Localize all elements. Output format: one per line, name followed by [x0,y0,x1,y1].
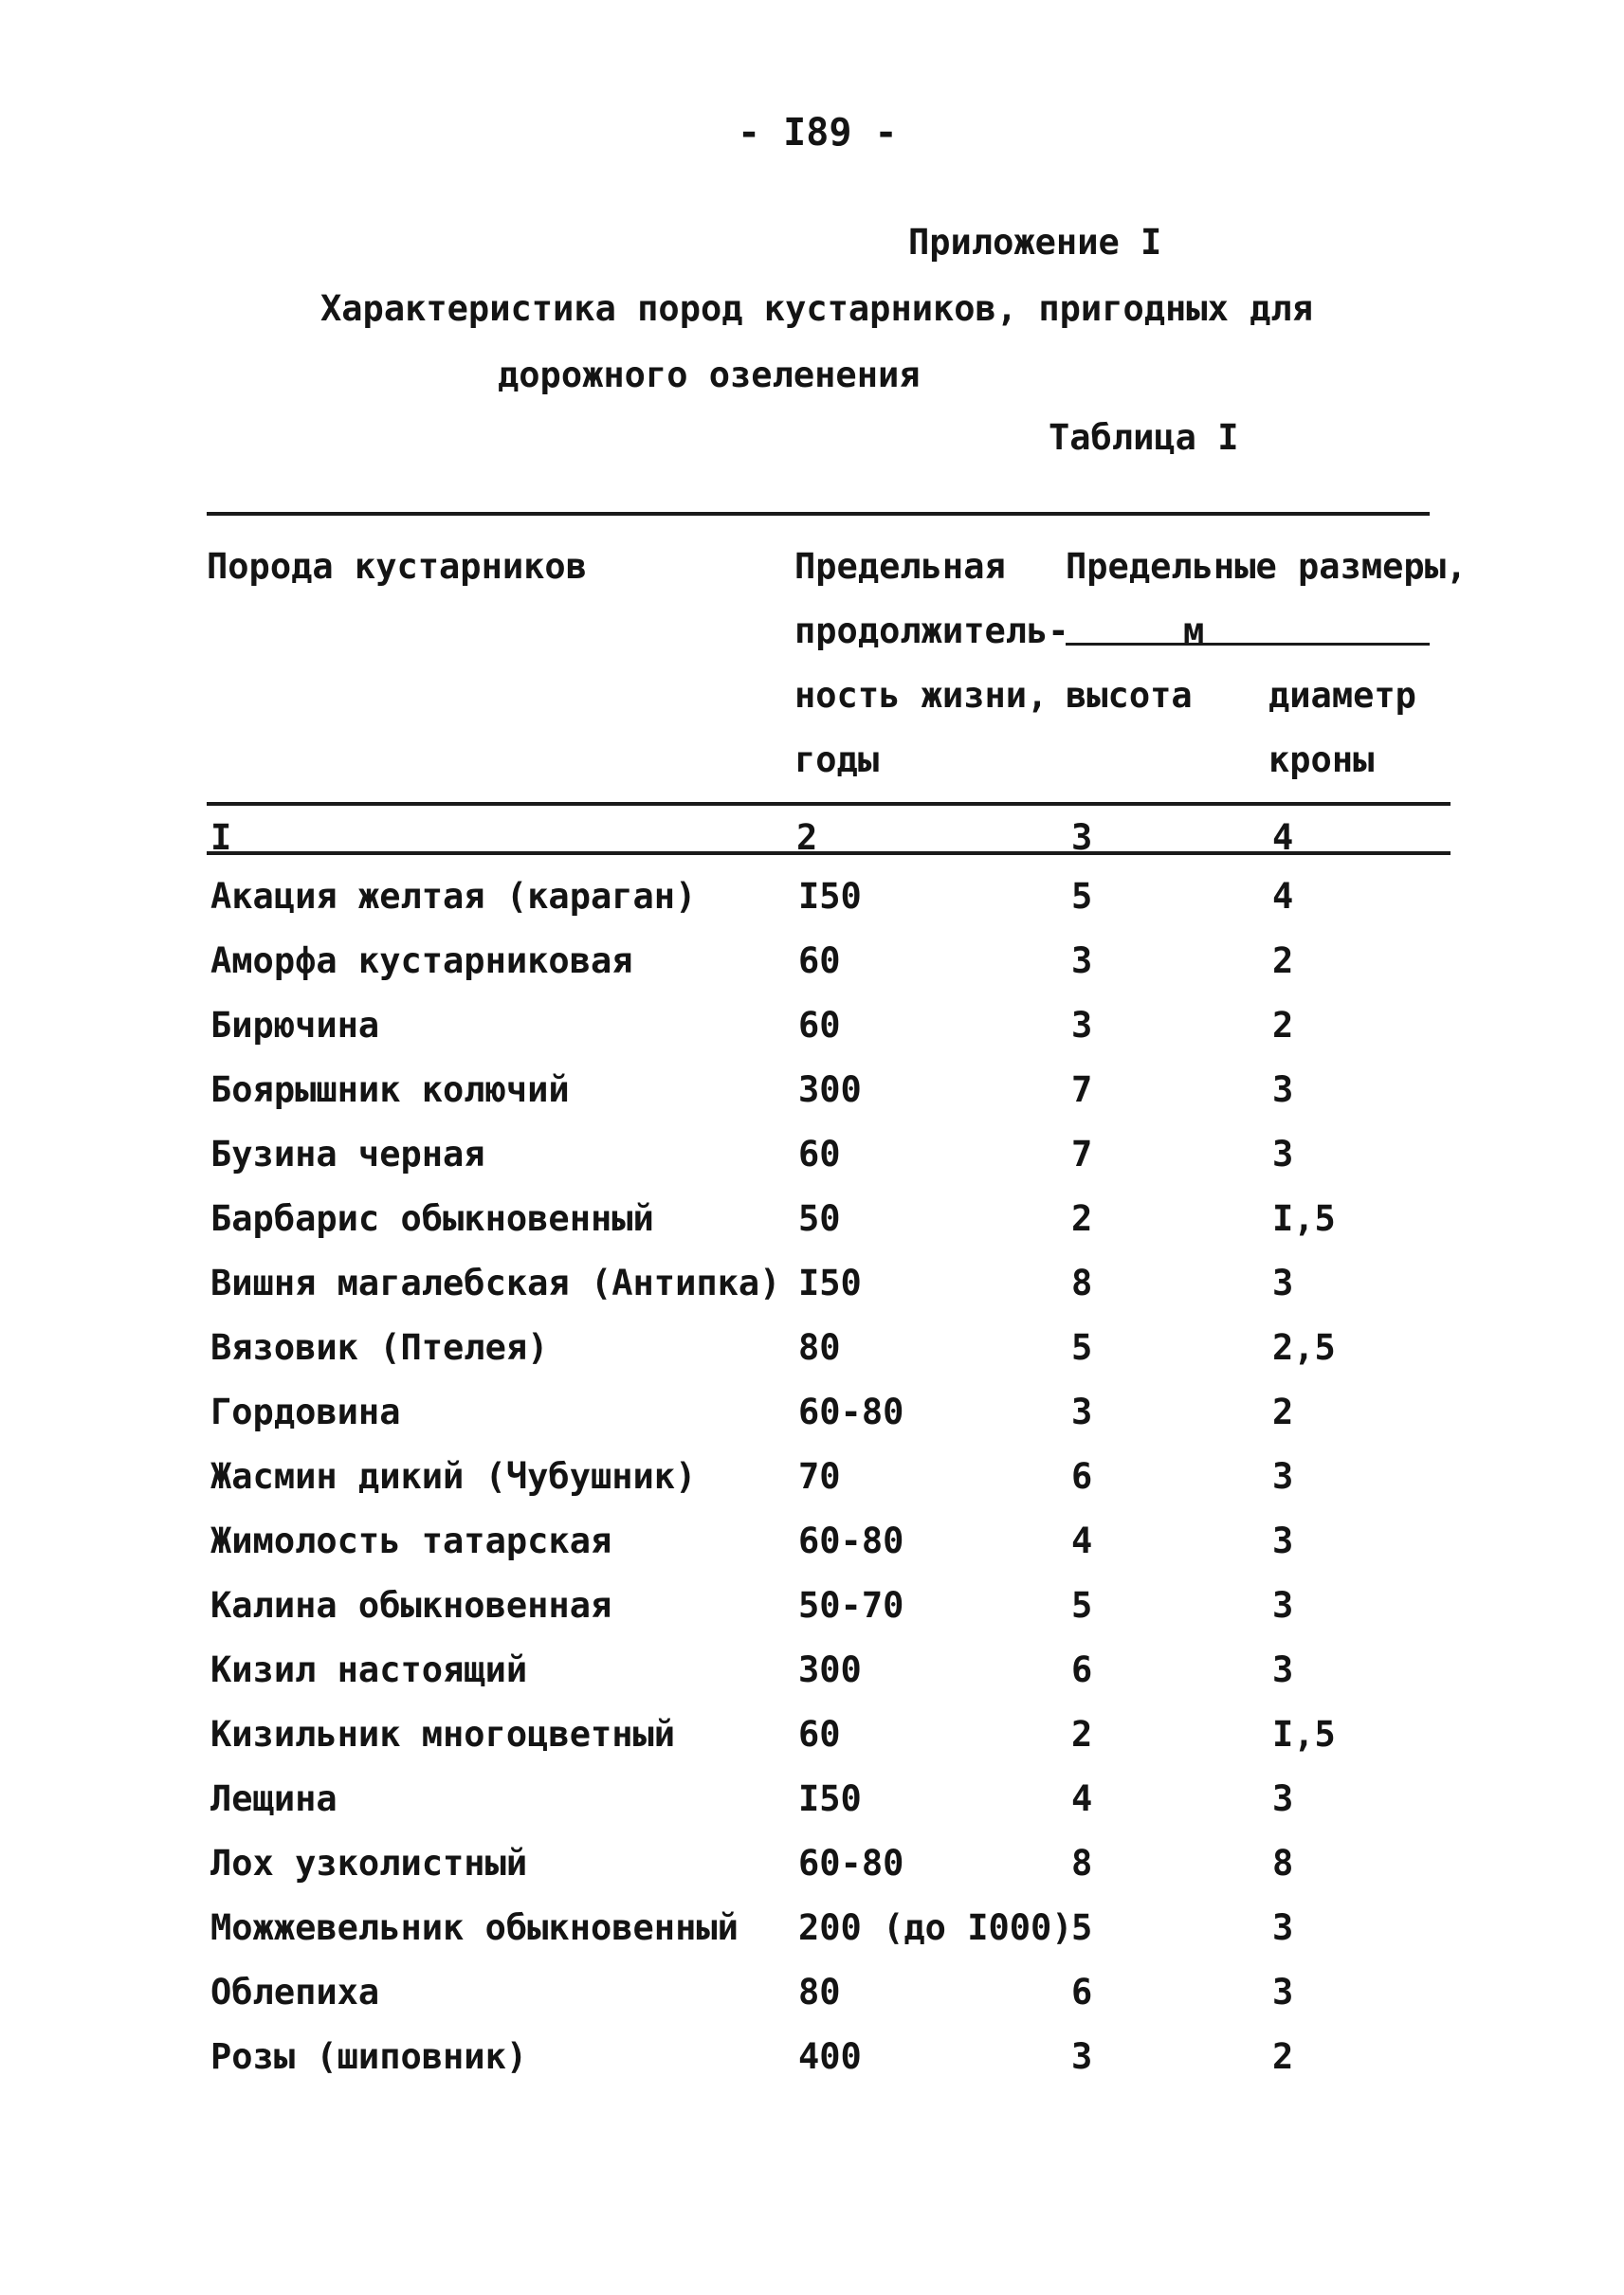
cell-species: Облепиха [210,1972,380,2013]
cell-height: 5 [1071,1907,1093,1948]
cell-lifespan: 50-70 [798,1585,904,1626]
cell-species: Вишня магалебская (Антипка) [210,1263,781,1303]
cell-height: 8 [1071,1843,1093,1884]
document-title-line-1: Характеристика пород кустарников, пригодных для [320,288,1313,329]
cell-height: 8 [1071,1263,1093,1303]
cell-crown-diameter: 2 [1272,1005,1294,1046]
cell-species: Калина обыкновенная [210,1585,612,1626]
cell-height: 5 [1071,1585,1093,1626]
cell-height: 2 [1071,1198,1093,1239]
cell-lifespan: 50 [798,1198,841,1239]
cell-crown-diameter: 2 [1272,2036,1294,2077]
cell-crown-diameter: I,5 [1272,1198,1336,1239]
cell-species: Лох узколистный [210,1843,528,1884]
header-crown-diameter-line-1: диаметр [1268,675,1416,716]
cell-crown-diameter: 3 [1272,1134,1294,1175]
header-lifespan-line-3: ность жизни, [794,675,1049,716]
cell-crown-diameter: 8 [1272,1843,1294,1884]
cell-lifespan: 60 [798,1134,841,1175]
table-top-rule [207,512,1430,516]
appendix-label: Приложение I [908,222,1162,263]
cell-height: 5 [1071,876,1093,917]
header-bottom-rule [207,802,1451,806]
cell-crown-diameter: I,5 [1272,1714,1336,1755]
cell-crown-diameter: 2,5 [1272,1327,1336,1368]
column-number-2: 2 [796,817,818,858]
cell-species: Барбарис обыкновенный [210,1198,654,1239]
cell-species: Акация желтая (караган) [210,876,697,917]
header-lifespan-line-2: продолжитель- [794,610,1069,651]
cell-height: 3 [1071,1392,1093,1432]
cell-height: 2 [1071,1714,1093,1755]
cell-height: 6 [1071,1649,1093,1690]
cell-lifespan: I50 [798,1263,862,1303]
cell-species: Боярышник колючий [210,1069,570,1110]
header-crown-diameter-line-2: кроны [1268,739,1375,780]
cell-lifespan: 60-80 [798,1521,904,1561]
document-title-line-2: дорожного озеленения [498,355,921,395]
cell-species: Жасмин дикий (Чубушник) [210,1456,697,1497]
cell-species: Можжевельник обыкновенный [210,1907,739,1948]
column-number-1: I [210,817,232,858]
header-size-group: Предельные размеры, [1066,546,1468,587]
cell-lifespan: 60-80 [798,1843,904,1884]
cell-species: Гордовина [210,1392,401,1432]
cell-species: Розы (шиповник) [210,2036,528,2077]
column-number-3: 3 [1071,817,1093,858]
cell-height: 6 [1071,1972,1093,2013]
cell-species: Кизил настоящий [210,1649,528,1690]
cell-lifespan: 60-80 [798,1392,904,1432]
cell-lifespan: 400 [798,2036,862,2077]
cell-height: 3 [1071,940,1093,981]
cell-crown-diameter: 3 [1272,1907,1294,1948]
cell-height: 4 [1071,1778,1093,1819]
cell-height: 3 [1071,1005,1093,1046]
cell-lifespan: 300 [798,1069,862,1110]
cell-crown-diameter: 3 [1272,1069,1294,1110]
cell-species: Бузина черная [210,1134,485,1175]
cell-lifespan: 300 [798,1649,862,1690]
header-lifespan-line-4: годы [794,739,880,780]
cell-height: 4 [1071,1521,1093,1561]
table-label: Таблица I [1049,417,1239,458]
cell-lifespan: 60 [798,1714,841,1755]
cell-crown-diameter: 4 [1272,876,1294,917]
cell-height: 7 [1071,1069,1093,1110]
cell-crown-diameter: 3 [1272,1649,1294,1690]
cell-crown-diameter: 3 [1272,1456,1294,1497]
header-lifespan-line-1: Предельная [794,546,1006,587]
cell-lifespan: 60 [798,940,841,981]
header-size-group-rule [1066,643,1430,646]
column-numbers-rule [207,851,1451,855]
header-size-unit: м [1183,610,1205,651]
cell-species: Бирючина [210,1005,380,1046]
cell-species: Кизильник многоцветный [210,1714,676,1755]
cell-lifespan: 60 [798,1005,841,1046]
cell-crown-diameter: 3 [1272,1585,1294,1626]
cell-lifespan: I50 [798,876,862,917]
cell-crown-diameter: 3 [1272,1521,1294,1561]
cell-lifespan: 200 (до I000) [798,1907,1073,1948]
cell-crown-diameter: 3 [1272,1972,1294,2013]
cell-height: 6 [1071,1456,1093,1497]
cell-lifespan: 80 [798,1327,841,1368]
cell-species: Жимолость татарская [210,1521,612,1561]
cell-species: Вязовик (Птелея) [210,1327,549,1368]
cell-height: 7 [1071,1134,1093,1175]
page-number: - I89 - [738,111,898,155]
cell-crown-diameter: 3 [1272,1778,1294,1819]
cell-crown-diameter: 3 [1272,1263,1294,1303]
cell-height: 5 [1071,1327,1093,1368]
cell-lifespan: I50 [798,1778,862,1819]
cell-lifespan: 80 [798,1972,841,2013]
cell-lifespan: 70 [798,1456,841,1497]
cell-crown-diameter: 2 [1272,1392,1294,1432]
cell-height: 3 [1071,2036,1093,2077]
column-number-4: 4 [1272,817,1294,858]
header-height: высота [1066,675,1193,716]
cell-species: Лещина [210,1778,338,1819]
cell-crown-diameter: 2 [1272,940,1294,981]
cell-species: Аморфа кустарниковая [210,940,633,981]
header-shrub-species: Порода кустарников [207,546,587,587]
